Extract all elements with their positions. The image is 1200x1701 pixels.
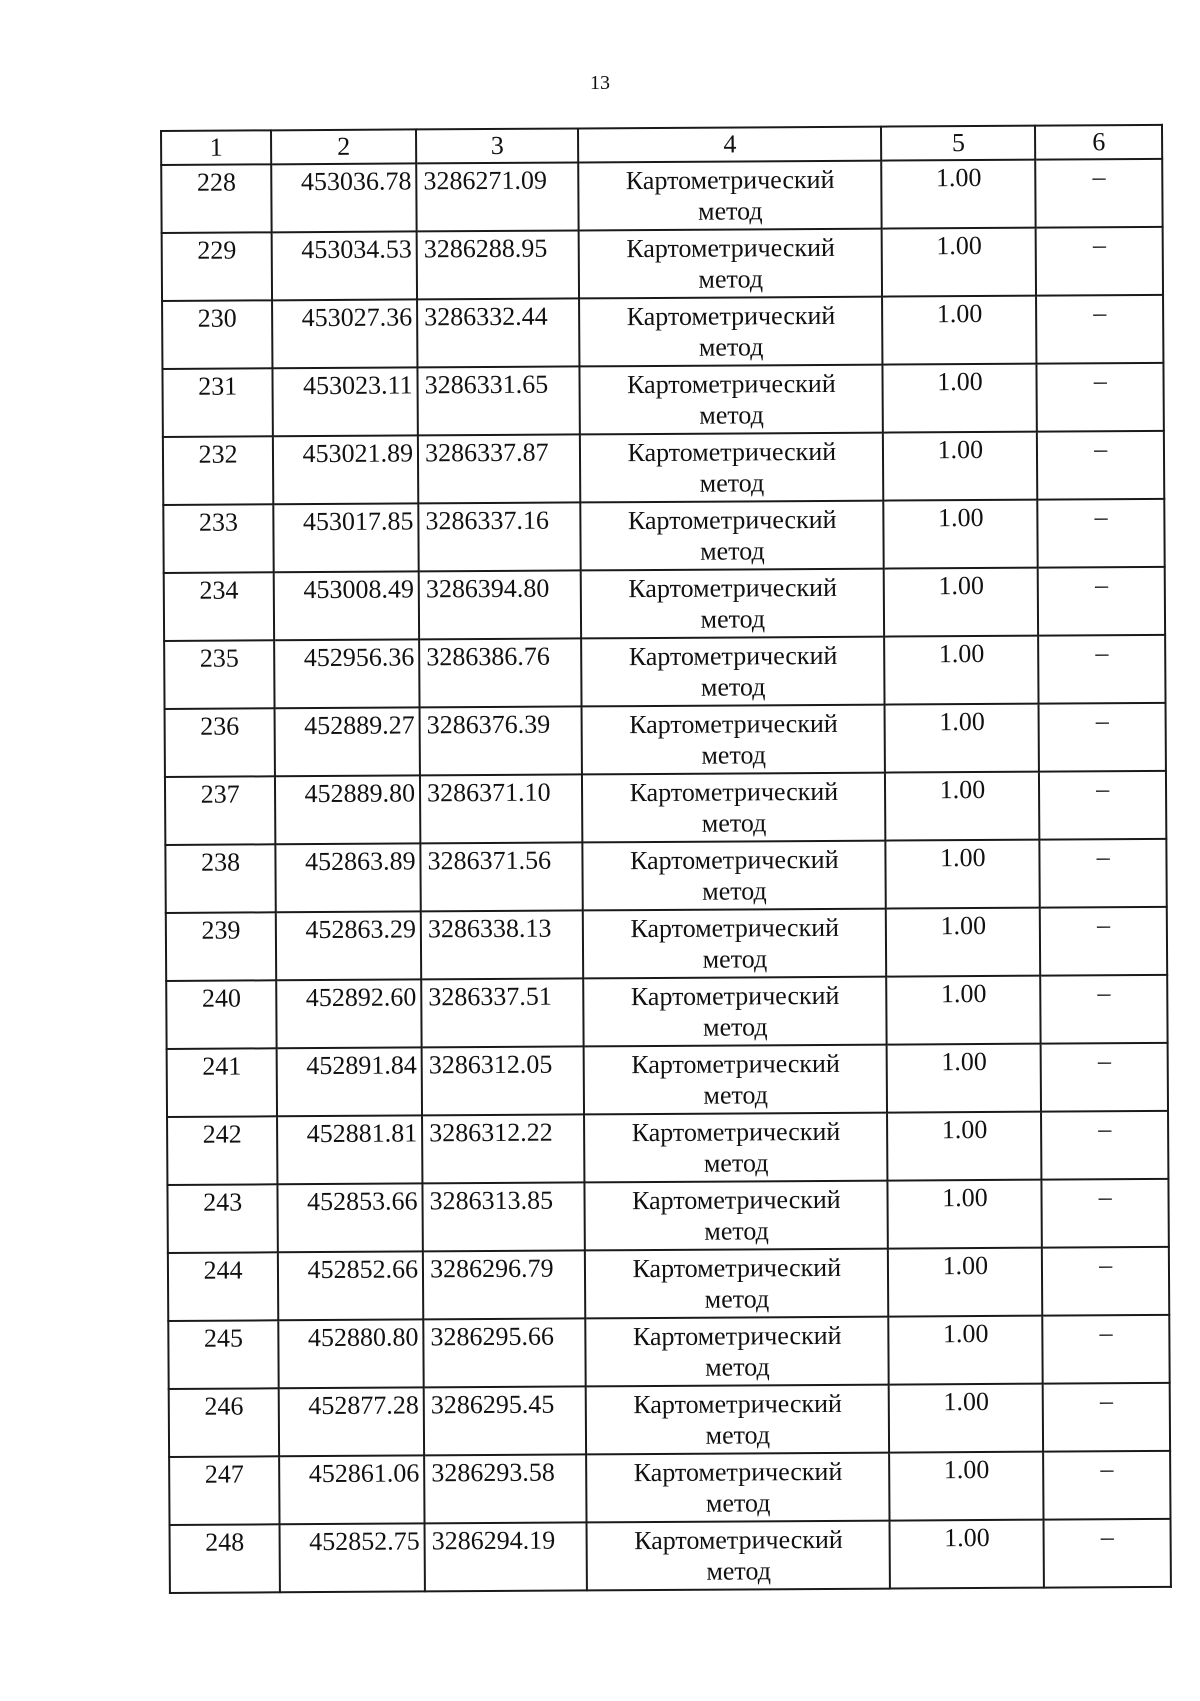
method-cell (583, 841, 886, 911)
method-line-2: метод (698, 332, 764, 362)
table-row (162, 363, 1163, 437)
note-cell: – (1040, 839, 1167, 908)
accuracy-cell: 1.00 (882, 296, 1036, 365)
method-line-2: метод (698, 264, 764, 294)
table-row (167, 1179, 1168, 1253)
note-cell: – (1041, 975, 1168, 1044)
method-cell (585, 1181, 888, 1251)
method-line-1: Картометрический (632, 1184, 841, 1216)
x-coordinate-cell: 453017.85 (273, 503, 418, 572)
method-line-1: Картометрический (629, 776, 839, 808)
method-cell (587, 1521, 890, 1591)
accuracy-cell: 1.00 (889, 1452, 1043, 1521)
x-coordinate-cell: 452889.80 (275, 775, 420, 844)
note-cell: – (1036, 159, 1163, 228)
method-line-2: метод (702, 876, 767, 906)
note-cell: – (1039, 703, 1166, 772)
note-cell: – (1039, 771, 1166, 840)
point-number-cell: 231 (162, 368, 273, 437)
x-coordinate-cell: 452877.28 (279, 1387, 424, 1456)
method-cell (584, 977, 887, 1047)
method-line-1: Картометрический (629, 844, 839, 876)
accuracy-cell: 1.00 (887, 1044, 1041, 1113)
method-line-2: метод (697, 196, 763, 226)
y-coordinate-cell: 3286338.13 (421, 910, 584, 979)
method-cell (579, 229, 882, 299)
method-cell (584, 1113, 887, 1183)
note-cell: – (1043, 1383, 1170, 1452)
x-coordinate-cell: 453023.11 (273, 367, 418, 436)
method-line-1: Картометрический (632, 1320, 842, 1352)
point-number-cell: 234 (164, 572, 275, 641)
method-line-1: Картометрический (631, 1116, 841, 1148)
note-cell: – (1036, 227, 1163, 296)
method-line-1: Картометрический (626, 300, 836, 332)
x-coordinate-cell: 452853.66 (278, 1183, 423, 1252)
y-coordinate-cell: 3286293.58 (424, 1454, 587, 1523)
note-cell: – (1043, 1315, 1170, 1384)
method-line-1: Картометрический (634, 1524, 843, 1556)
x-coordinate-cell: 452880.80 (278, 1319, 423, 1388)
method-line-1: Картометрический (633, 1388, 843, 1420)
table-row (161, 159, 1162, 233)
point-number-cell: 240 (166, 980, 277, 1049)
method-line-1: Картометрический (632, 1252, 842, 1284)
method-line-2: метод (702, 1012, 768, 1042)
x-coordinate-cell: 452863.89 (276, 843, 421, 912)
table-row (164, 635, 1165, 709)
note-cell: – (1044, 1451, 1171, 1520)
accuracy-cell: 1.00 (888, 1180, 1042, 1249)
accuracy-cell: 1.00 (889, 1384, 1043, 1453)
accuracy-cell: 1.00 (887, 976, 1041, 1045)
method-line-1: Картометрический (627, 436, 837, 468)
method-line-2: метод (702, 944, 768, 974)
y-coordinate-cell: 3286337.87 (418, 434, 581, 503)
y-coordinate-cell: 3286337.51 (421, 978, 584, 1047)
point-number-cell: 241 (167, 1048, 278, 1117)
method-cell (586, 1385, 889, 1455)
y-coordinate-cell: 3286295.66 (423, 1318, 586, 1387)
point-number-cell: 247 (169, 1456, 280, 1525)
method-line-2: метод (701, 740, 766, 770)
method-cell (579, 297, 882, 367)
accuracy-cell: 1.00 (887, 1112, 1041, 1181)
accuracy-cell: 1.00 (886, 908, 1040, 977)
accuracy-cell: 1.00 (882, 160, 1036, 229)
x-coordinate-cell: 453027.36 (272, 299, 417, 368)
accuracy-cell: 1.00 (884, 636, 1038, 705)
y-coordinate-cell: 3286394.80 (419, 570, 582, 639)
point-number-cell: 242 (167, 1116, 278, 1185)
table-row (168, 1247, 1169, 1321)
point-number-cell: 236 (165, 708, 276, 777)
point-number-cell: 239 (166, 912, 277, 981)
header-col-5: 5 (881, 126, 1035, 161)
method-cell (580, 365, 883, 435)
coordinates-table (160, 124, 1172, 1594)
y-coordinate-cell: 3286312.22 (422, 1114, 585, 1183)
point-number-cell: 246 (169, 1388, 280, 1457)
y-coordinate-cell: 3286296.79 (423, 1250, 586, 1319)
accuracy-cell: 1.00 (882, 228, 1036, 297)
header-col-3: 3 (416, 128, 578, 163)
table-row (170, 1519, 1171, 1593)
point-number-cell: 232 (163, 436, 274, 505)
accuracy-cell: 1.00 (890, 1520, 1044, 1589)
header-col-6: 6 (1035, 125, 1162, 160)
table-row (166, 907, 1167, 981)
method-line-2: метод (699, 400, 764, 430)
table-row (162, 295, 1163, 369)
method-line-1: Картометрический (630, 980, 840, 1012)
note-cell: – (1036, 295, 1163, 364)
accuracy-cell: 1.00 (884, 568, 1038, 637)
note-cell: – (1037, 363, 1164, 432)
x-coordinate-cell: 452891.84 (277, 1047, 422, 1116)
point-number-cell: 245 (168, 1320, 279, 1389)
method-line-1: Картометрический (625, 164, 835, 196)
point-number-cell: 229 (162, 232, 273, 301)
x-coordinate-cell: 453021.89 (273, 435, 418, 504)
x-coordinate-cell: 452892.60 (276, 979, 421, 1048)
y-coordinate-cell: 3286386.76 (419, 638, 582, 707)
y-coordinate-cell: 3286295.45 (424, 1386, 587, 1455)
method-cell (586, 1317, 889, 1387)
header-col-2: 2 (271, 129, 416, 164)
method-line-2: метод (705, 1488, 771, 1518)
note-cell: – (1044, 1519, 1171, 1588)
method-line-1: Картометрический (627, 368, 836, 400)
y-coordinate-cell: 3286271.09 (416, 162, 579, 231)
y-coordinate-cell: 3286371.10 (420, 774, 583, 843)
y-coordinate-cell: 3286288.95 (417, 230, 580, 299)
y-coordinate-cell: 3286294.19 (425, 1522, 588, 1591)
point-number-cell: 233 (163, 504, 274, 573)
method-cell (582, 705, 885, 775)
point-number-cell: 238 (165, 844, 276, 913)
y-coordinate-cell: 3286371.56 (420, 842, 583, 911)
y-coordinate-cell: 3286332.44 (417, 298, 580, 367)
table-row (167, 1111, 1168, 1185)
method-line-2: метод (700, 536, 765, 566)
method-cell (585, 1249, 888, 1319)
header-col-4: 4 (578, 127, 881, 163)
accuracy-cell: 1.00 (885, 772, 1039, 841)
x-coordinate-cell: 453008.49 (274, 571, 419, 640)
method-line-1: Картометрический (631, 1048, 840, 1080)
method-cell (580, 433, 883, 503)
point-number-cell: 248 (170, 1524, 281, 1593)
method-line-2: метод (703, 1080, 769, 1110)
table-row (163, 499, 1164, 573)
table-row (169, 1383, 1170, 1457)
method-line-2: метод (704, 1284, 770, 1314)
y-coordinate-cell: 3286337.16 (418, 502, 581, 571)
method-cell (581, 637, 884, 707)
x-coordinate-cell: 452889.27 (275, 707, 420, 776)
table-row (165, 703, 1166, 777)
method-line-2: метод (703, 1148, 769, 1178)
point-number-cell: 228 (161, 164, 272, 233)
method-line-1: Картометрический (633, 1456, 843, 1488)
point-number-cell: 237 (165, 776, 276, 845)
accuracy-cell: 1.00 (886, 840, 1040, 909)
table-row (163, 431, 1164, 505)
note-cell: – (1040, 907, 1167, 976)
method-cell (583, 909, 886, 979)
x-coordinate-cell: 452852.75 (280, 1523, 425, 1592)
note-cell: – (1041, 1043, 1168, 1112)
table-row (165, 839, 1166, 913)
method-line-1: Картометрический (630, 912, 840, 944)
note-cell: – (1042, 1179, 1169, 1248)
note-cell: – (1037, 431, 1164, 500)
method-line-1: Картометрический (626, 232, 835, 264)
method-cell (581, 501, 884, 571)
table-row (167, 1043, 1168, 1117)
x-coordinate-cell: 452863.29 (276, 911, 421, 980)
x-coordinate-cell: 453034.53 (272, 231, 417, 300)
note-cell: – (1039, 635, 1166, 704)
table-row (162, 227, 1163, 301)
table-row (166, 975, 1167, 1049)
method-line-2: метод (700, 672, 766, 702)
x-coordinate-cell: 452881.81 (277, 1115, 422, 1184)
method-line-1: Картометрический (627, 504, 837, 536)
accuracy-cell: 1.00 (883, 364, 1037, 433)
note-cell: – (1038, 499, 1165, 568)
accuracy-cell: 1.00 (889, 1316, 1043, 1385)
table-row (169, 1451, 1170, 1525)
method-line-1: Картометрический (628, 640, 838, 672)
header-col-1: 1 (161, 130, 271, 165)
point-number-cell: 244 (168, 1252, 279, 1321)
method-line-2: метод (699, 468, 765, 498)
point-number-cell: 243 (167, 1184, 278, 1253)
method-line-2: метод (705, 1352, 770, 1382)
accuracy-cell: 1.00 (885, 704, 1039, 773)
method-cell (581, 569, 884, 639)
method-line-2: метод (704, 1216, 769, 1246)
coordinates-table-container (160, 124, 1172, 1594)
method-line-2: метод (700, 604, 766, 634)
x-coordinate-cell: 452956.36 (274, 639, 419, 708)
x-coordinate-cell: 453036.78 (271, 163, 416, 232)
method-line-1: Картометрический (628, 572, 838, 604)
note-cell: – (1042, 1247, 1169, 1316)
accuracy-cell: 1.00 (884, 500, 1038, 569)
method-cell (584, 1045, 887, 1115)
x-coordinate-cell: 452852.66 (278, 1251, 423, 1320)
method-cell (582, 773, 885, 843)
note-cell: – (1041, 1111, 1168, 1180)
y-coordinate-cell: 3286331.65 (418, 366, 581, 435)
table-row (168, 1315, 1169, 1389)
y-coordinate-cell: 3286312.05 (422, 1046, 585, 1115)
accuracy-cell: 1.00 (883, 432, 1037, 501)
note-cell: – (1038, 567, 1165, 636)
table-row (165, 771, 1166, 845)
point-number-cell: 235 (164, 640, 275, 709)
point-number-cell: 230 (162, 300, 273, 369)
method-line-1: Картометрический (629, 708, 838, 740)
x-coordinate-cell: 452861.06 (279, 1455, 424, 1524)
table-body (161, 159, 1171, 1593)
method-cell (586, 1453, 889, 1523)
method-line-2: метод (705, 1420, 771, 1450)
method-line-2: метод (706, 1556, 771, 1586)
y-coordinate-cell: 3286313.85 (423, 1182, 586, 1251)
y-coordinate-cell: 3286376.39 (420, 706, 583, 775)
method-line-2: метод (701, 808, 767, 838)
method-cell (579, 161, 882, 231)
page-number: 13 (590, 72, 610, 94)
accuracy-cell: 1.00 (888, 1248, 1042, 1317)
table-row (164, 567, 1165, 641)
